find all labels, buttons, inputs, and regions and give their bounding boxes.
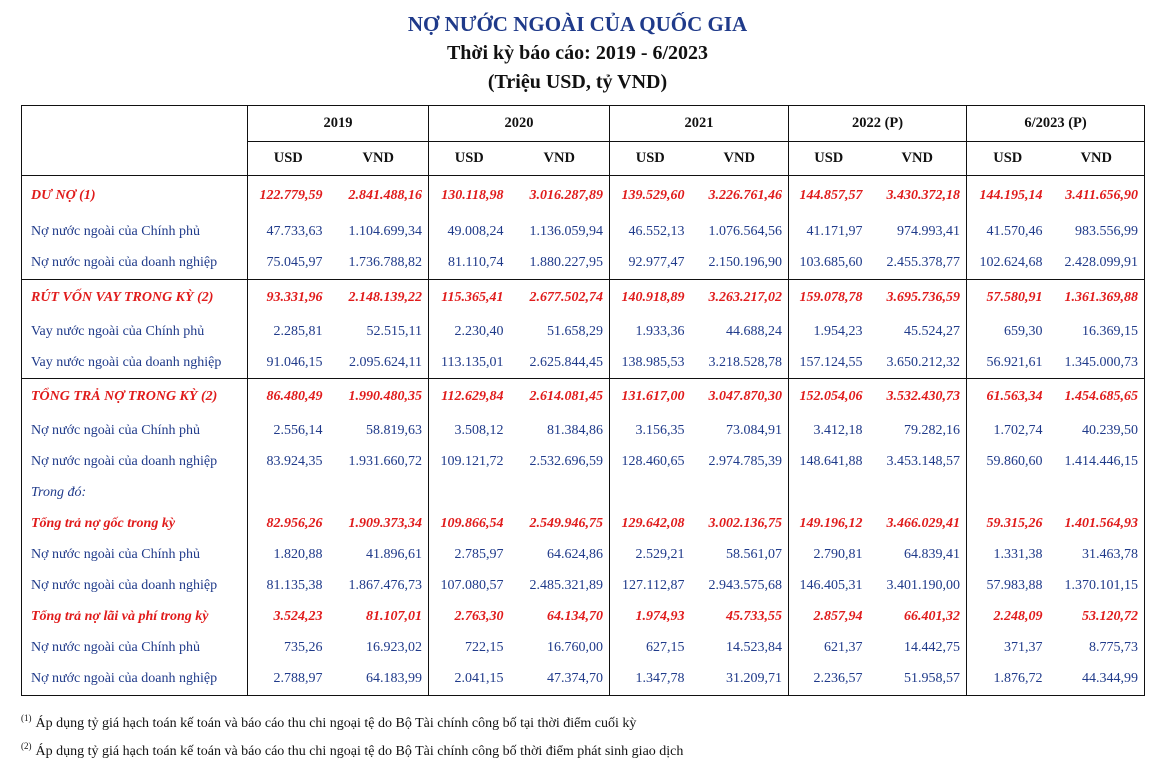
table-cell: 3.047.870,30 (691, 379, 789, 416)
table-cell: 47.374,70 (547, 671, 603, 686)
currency-header: USD (248, 142, 329, 176)
table-cell: 3.156,35 (610, 416, 691, 447)
table-cell: 51.958,57 (904, 671, 961, 686)
table-cell: 1.931.660,72 (348, 454, 422, 469)
table-cell: 3.508,12 (429, 416, 510, 447)
table-cell (248, 478, 329, 509)
table-cell: 627,15 (610, 633, 691, 664)
table-cell: 1.933,36 (610, 316, 691, 347)
table-cell: 1.702,74 (967, 416, 1049, 447)
table-cell: 659,30 (967, 316, 1049, 347)
table-cell (1049, 478, 1145, 509)
table-cell: 3.650.212,32 (886, 354, 961, 370)
table-cell: 128.460,65 (610, 447, 691, 478)
report-period: Thời kỳ báo cáo: 2019 - 6/2023 (446, 42, 709, 64)
external-debt-table (21, 105, 1145, 696)
table-row (22, 176, 1145, 217)
table-cell: 49.008,24 (429, 217, 510, 248)
table-cell: 3.466.029,41 (886, 516, 961, 531)
table-cell: 2.614.081,45 (510, 379, 610, 416)
year-header: 2019 (248, 106, 429, 142)
currency-header: USD (967, 142, 1049, 176)
table-cell: 31.209,71 (726, 671, 782, 686)
table-cell: 3.453.148,57 (886, 454, 961, 469)
table-cell: 1.331,38 (967, 540, 1049, 571)
table-cell: 1.909.373,34 (348, 516, 422, 531)
row-label: Tổng trả nợ lãi và phí trong kỳ (31, 609, 209, 624)
table-cell: 44.688,24 (726, 323, 782, 339)
table-cell: 2.625.844,45 (529, 354, 603, 370)
table-row (22, 571, 1145, 602)
table-cell: 3.016.287,89 (529, 188, 603, 204)
table-cell: 2.556,14 (248, 416, 329, 447)
table-cell (510, 478, 610, 509)
table-cell: 64.183,99 (366, 671, 422, 686)
table-cell: 1.820,88 (248, 540, 329, 571)
table-row (22, 217, 1145, 248)
table-cell: 16.760,00 (547, 640, 603, 655)
table-cell: 81.384,86 (547, 423, 603, 438)
table-cell: 1.136.059,94 (529, 224, 603, 239)
year-header: 2020 (429, 106, 610, 142)
row-label: Nợ nước ngoài của doanh nghiệp (31, 671, 218, 686)
table-cell: 79.282,16 (904, 423, 961, 438)
table-cell: 1.401.564,93 (1064, 516, 1139, 531)
table-cell: 1.867.476,73 (348, 578, 422, 593)
table-cell: 2.532.696,59 (529, 454, 603, 469)
table-row (22, 478, 1145, 509)
table-cell: 58.819,63 (366, 423, 422, 438)
table-cell: 47.733,63 (248, 217, 329, 248)
table-cell: 2.041,15 (429, 664, 510, 696)
table-row (22, 379, 1145, 416)
table-cell: 1.414.446,15 (1064, 454, 1139, 469)
table-cell: 2.455.378,77 (886, 255, 961, 270)
table-cell: 2.285,81 (248, 316, 329, 347)
footnote-text: Áp dụng tỷ giá hạch toán kế toán và báo cáo thu chi ngoại tệ do Bộ Tài chính công bố tại thời điểm cuối kỳ (35, 716, 637, 731)
table-cell: 122.779,59 (248, 176, 329, 217)
table-cell: 146.405,31 (789, 571, 869, 602)
table-cell: 2.790,81 (789, 540, 869, 571)
table-cell: 148.641,88 (789, 447, 869, 478)
table-cell: 2.841.488,16 (348, 188, 422, 204)
table-cell: 1.370.101,15 (1064, 578, 1139, 593)
table-cell: 14.523,84 (726, 640, 782, 655)
table-cell: 2.150.196,90 (708, 255, 782, 270)
year-header: 2022 (P) (789, 106, 967, 142)
footnote-1 (21, 713, 636, 732)
row-label: DƯ NỢ (1) (31, 188, 96, 204)
table-cell: 157.124,55 (789, 347, 869, 379)
table-cell: 1.736.788,82 (348, 255, 422, 270)
table-cell: 1.076.564,56 (708, 224, 782, 239)
table-cell: 45.733,55 (726, 609, 782, 624)
table-cell: 983.556,99 (1075, 224, 1139, 239)
table-row (22, 347, 1145, 379)
table-cell: 64.624,86 (547, 547, 603, 562)
table-cell: 2.549.946,75 (529, 516, 603, 531)
table-cell: 102.624,68 (967, 248, 1049, 280)
currency-header: VND (510, 142, 610, 176)
table-cell: 1.990.480,35 (329, 379, 429, 416)
table-cell: 1.347,78 (610, 664, 691, 696)
table-cell: 8.775,73 (1089, 640, 1139, 655)
table-cell: 1.876,72 (967, 664, 1049, 696)
table-cell: 127.112,87 (610, 571, 691, 602)
table-cell: 2.095.624,11 (349, 354, 422, 370)
table-cell: 92.977,47 (610, 248, 691, 280)
row-label: Tổng trả nợ gốc trong kỳ (31, 516, 176, 531)
table-cell: 1.345.000,73 (1064, 354, 1139, 370)
table-cell: 2.785,97 (429, 540, 510, 571)
table-cell: 109.121,72 (429, 447, 510, 478)
table-cell: 2.763,30 (429, 602, 510, 633)
table-cell: 1.361.369,88 (1049, 279, 1145, 316)
table-cell: 64.839,41 (904, 547, 961, 562)
table-cell: 3.412,18 (789, 416, 869, 447)
table-cell: 621,37 (789, 633, 869, 664)
table-cell: 130.118,98 (429, 176, 510, 217)
table-cell: 139.529,60 (610, 176, 691, 217)
row-label: Nợ nước ngoài của Chính phủ (31, 547, 200, 562)
table-cell: 109.866,54 (429, 509, 510, 540)
table-cell: 3.524,23 (248, 602, 329, 633)
table-cell: 3.263.217,02 (691, 279, 789, 316)
table-cell: 107.080,57 (429, 571, 510, 602)
table-cell: 735,26 (248, 633, 329, 664)
row-label: Nợ nước ngoài của Chính phủ (31, 423, 200, 438)
table-cell: 1.104.699,34 (348, 224, 422, 239)
table-cell: 40.239,50 (1082, 423, 1139, 438)
table-row (22, 279, 1145, 316)
table-cell: 75.045,97 (248, 248, 329, 280)
table-row (22, 316, 1145, 347)
table-cell: 81.110,74 (429, 248, 510, 280)
table-cell: 138.985,53 (610, 347, 691, 379)
table-cell: 58.561,07 (726, 547, 782, 562)
unit-label: (Triệu USD, tỷ VND) (487, 71, 668, 93)
table-cell: 2.529,21 (610, 540, 691, 571)
table-row (22, 248, 1145, 280)
currency-header: VND (869, 142, 967, 176)
table-cell: 3.226.761,46 (708, 188, 782, 204)
table-cell: 2.485.321,89 (529, 578, 603, 593)
table-cell: 1.954,23 (789, 316, 869, 347)
table-cell: 3.411.656,90 (1065, 188, 1139, 204)
table-cell: 2.788,97 (248, 664, 329, 696)
table-cell: 2.974.785,39 (708, 454, 782, 469)
table-cell: 3.401.190,00 (886, 578, 961, 593)
currency-header: VND (691, 142, 789, 176)
table-cell: 1.974,93 (610, 602, 691, 633)
table-cell: 86.480,49 (248, 379, 329, 416)
table-cell: 56.921,61 (967, 347, 1049, 379)
table-cell: 129.642,08 (610, 509, 691, 540)
row-label: Vay nước ngoài của doanh nghiệp (31, 354, 222, 370)
year-header: 6/2023 (P) (967, 106, 1145, 142)
table-cell: 57.983,88 (967, 571, 1049, 602)
table-cell: 2.248,09 (967, 602, 1049, 633)
table-cell: 159.078,78 (789, 279, 869, 316)
table-cell: 83.924,35 (248, 447, 329, 478)
table-cell: 31.463,78 (1082, 547, 1139, 562)
table-cell (610, 478, 691, 509)
table-cell: 16.369,15 (1082, 323, 1139, 339)
table-cell (429, 478, 510, 509)
table-cell: 66.401,32 (904, 609, 961, 624)
row-label: Nợ nước ngoài của doanh nghiệp (31, 578, 218, 593)
table-cell: 41.896,61 (366, 547, 422, 562)
table-cell: 112.629,84 (429, 379, 510, 416)
table-cell: 2.677.502,74 (510, 279, 610, 316)
table-body (22, 176, 1145, 696)
table-row (22, 633, 1145, 664)
currency-header: VND (329, 142, 429, 176)
footnote-text: Áp dụng tỷ giá hạch toán kế toán và báo cáo thu chi ngoại tệ do Bộ Tài chính công bố thời điểm phát sinh giao dịch (35, 744, 684, 759)
table-cell (789, 478, 869, 509)
table-cell: 59.315,26 (967, 509, 1049, 540)
table-cell: 974.993,41 (897, 224, 961, 239)
row-label-header (22, 106, 248, 176)
table-cell: 41.570,46 (967, 217, 1049, 248)
table-cell: 152.054,06 (789, 379, 869, 416)
table-cell: 722,15 (429, 633, 510, 664)
table-row (22, 509, 1145, 540)
table-cell: 46.552,13 (610, 217, 691, 248)
table-cell: 45.524,27 (904, 323, 961, 339)
table-cell: 82.956,26 (248, 509, 329, 540)
table-cell: 2.857,94 (789, 602, 869, 633)
table-cell: 149.196,12 (789, 509, 869, 540)
footnote-mark: (1) (21, 713, 32, 723)
table-cell: 91.046,15 (248, 347, 329, 379)
table-cell (869, 478, 967, 509)
footnote-2 (21, 741, 683, 760)
table-cell: 3.532.430,73 (869, 379, 967, 416)
table-cell: 113.135,01 (429, 347, 510, 379)
table-cell: 61.563,34 (967, 379, 1049, 416)
table-cell: 53.120,72 (1082, 609, 1139, 624)
table-cell: 1.880.227,95 (529, 255, 603, 270)
currency-header: VND (1049, 142, 1145, 176)
table-cell (967, 478, 1049, 509)
table-cell: 2.943.575,68 (708, 578, 782, 593)
table-cell: 52.515,11 (366, 323, 422, 339)
table-cell: 81.135,38 (248, 571, 329, 602)
table-cell: 59.860,60 (967, 447, 1049, 478)
table-cell (691, 478, 789, 509)
row-label: Nợ nước ngoài của Chính phủ (31, 224, 200, 239)
page-title: NỢ NƯỚC NGOÀI CỦA QUỐC GIA (407, 12, 748, 36)
table-row (22, 664, 1145, 696)
row-label: Nợ nước ngoài của doanh nghiệp (31, 454, 218, 469)
table-cell: 3.218.528,78 (708, 354, 782, 370)
footnote-mark: (2) (21, 741, 32, 751)
table-cell: 1.454.685,65 (1049, 379, 1145, 416)
table-row (22, 416, 1145, 447)
row-label: RÚT VỐN VAY TRONG KỲ (2) (22, 279, 248, 316)
row-label: Vay nước ngoài của Chính phủ (31, 323, 205, 339)
currency-header: USD (429, 142, 510, 176)
table-cell: 51.658,29 (547, 323, 603, 339)
table-cell: 81.107,01 (366, 609, 422, 624)
table-cell: 93.331,96 (248, 279, 329, 316)
year-header-row (22, 106, 1145, 142)
table-cell: 2.428.099,91 (1064, 255, 1139, 270)
table-cell: 44.344,99 (1082, 671, 1139, 686)
table-cell: 144.195,14 (967, 176, 1049, 217)
table-cell: 144.857,57 (789, 176, 869, 217)
table-cell: 103.685,60 (789, 248, 869, 280)
table-cell: 73.084,91 (726, 423, 782, 438)
table-cell: 41.171,97 (789, 217, 869, 248)
currency-header: USD (789, 142, 869, 176)
table-cell: 64.134,70 (547, 609, 603, 624)
table-cell: 115.365,41 (429, 279, 510, 316)
table-cell (329, 478, 429, 509)
table-cell: 2.230,40 (429, 316, 510, 347)
table-cell: 3.695.736,59 (869, 279, 967, 316)
table-cell: 14.442,75 (904, 640, 961, 655)
year-header: 2021 (610, 106, 789, 142)
table-cell: 371,37 (967, 633, 1049, 664)
row-label: Nợ nước ngoài của Chính phủ (31, 640, 200, 655)
table-cell: 140.918,89 (610, 279, 691, 316)
row-label: TỔNG TRẢ NỢ TRONG KỲ (2) (22, 379, 248, 416)
currency-header: USD (610, 142, 691, 176)
table-cell: 2.148.139,22 (329, 279, 429, 316)
row-label: Trong đó: (31, 485, 87, 500)
row-label: Nợ nước ngoài của doanh nghiệp (31, 255, 218, 270)
table-row (22, 602, 1145, 633)
table-cell: 3.430.372,18 (886, 188, 961, 204)
table-cell: 2.236,57 (789, 664, 869, 696)
table-cell: 16.923,02 (366, 640, 422, 655)
table-cell: 57.580,91 (967, 279, 1049, 316)
table-cell: 3.002.136,75 (708, 516, 782, 531)
table-cell: 131.617,00 (610, 379, 691, 416)
table-row (22, 447, 1145, 478)
table-row (22, 540, 1145, 571)
